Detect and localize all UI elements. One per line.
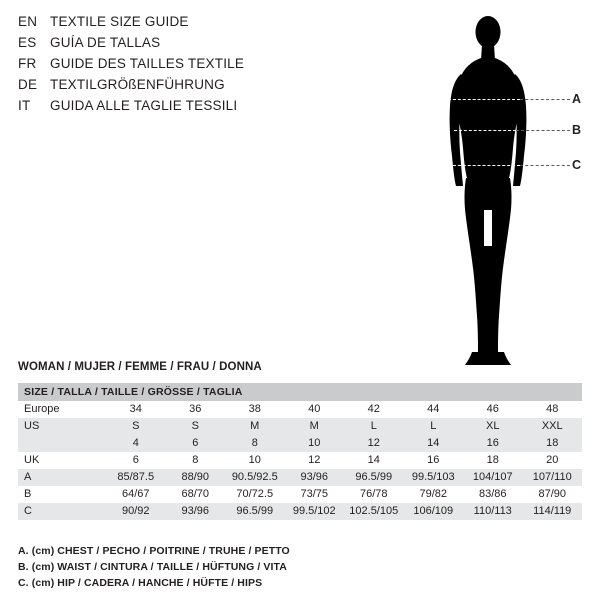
cell: 99.5/102	[285, 503, 345, 520]
table-row	[18, 486, 582, 503]
table-header-label: SIZE / TALLA / TAILLE / GRÖSSE / TAGLIA	[18, 383, 582, 401]
row-label: UK	[18, 452, 106, 469]
cell: 99.5/103	[404, 469, 464, 486]
cell: M	[225, 418, 285, 435]
cell: 107/110	[523, 469, 583, 486]
cell: 6	[166, 435, 226, 452]
body-silhouette-icon	[420, 10, 590, 370]
cell: 104/107	[463, 469, 523, 486]
table-row	[18, 435, 582, 452]
cell: L	[404, 418, 464, 435]
hip-dashed-line-extension	[520, 165, 570, 166]
cell: 8	[225, 435, 285, 452]
note-hip: C. (cm) HIP / CADERA / HANCHE / HÜFTE / HIPS	[18, 577, 263, 589]
cell: 114/119	[523, 503, 583, 520]
cell: 18	[523, 435, 583, 452]
cell: 85/87.5	[106, 469, 166, 486]
language-code: EN	[18, 14, 38, 29]
cell: 106/109	[404, 503, 464, 520]
cell: 76/78	[344, 486, 404, 503]
cell: S	[106, 418, 166, 435]
size-table	[18, 383, 582, 520]
row-label: Europe	[18, 401, 106, 418]
table-row	[18, 401, 582, 418]
row-label: B	[18, 486, 106, 503]
waist-dashed-line-extension	[516, 130, 570, 131]
cell: S	[166, 418, 226, 435]
language-title: GUIDA ALLE TAGLIE TESSILI	[50, 98, 238, 113]
cell: M	[285, 418, 345, 435]
marker-label-c: C	[572, 158, 582, 172]
language-code: FR	[18, 56, 37, 71]
cell: 87/90	[523, 486, 583, 503]
cell: 34	[106, 401, 166, 418]
table-row	[18, 503, 582, 520]
language-row-fr	[18, 56, 348, 77]
cell: 83/86	[463, 486, 523, 503]
row-label: C	[18, 503, 106, 520]
cell: 93/96	[166, 503, 226, 520]
cell: 20	[523, 452, 583, 469]
row-label	[18, 435, 106, 452]
cell: 79/82	[404, 486, 464, 503]
language-title: TEXTILGRÖßENFÜHRUNG	[50, 77, 225, 92]
language-code: DE	[18, 77, 38, 92]
cell: 4	[106, 435, 166, 452]
chest-dashed-line	[448, 99, 520, 100]
language-title: GUÍA DE TALLAS	[50, 35, 161, 50]
cell: 90.5/92.5	[225, 469, 285, 486]
cell: 16	[404, 452, 464, 469]
cell: XL	[463, 418, 523, 435]
note-waist: B. (cm) WAIST / CINTURA / TAILLE / HÜFTUNG / VITA	[18, 561, 287, 573]
section-title-woman: WOMAN / MUJER / FEMME / FRAU / DONNA	[18, 361, 262, 373]
language-row-it	[18, 98, 348, 119]
cell: 18	[463, 452, 523, 469]
row-label: A	[18, 469, 106, 486]
waist-dashed-line	[454, 130, 516, 131]
cell: 96.5/99	[225, 503, 285, 520]
cell: 14	[344, 452, 404, 469]
language-title: GUIDE DES TAILLES TEXTILE	[50, 56, 245, 71]
cell: XXL	[523, 418, 583, 435]
cell: 12	[285, 452, 345, 469]
cell: 48	[523, 401, 583, 418]
language-row-en	[18, 14, 348, 35]
table-header-row	[18, 383, 582, 401]
cell: 96.5/99	[344, 469, 404, 486]
table-row	[18, 418, 582, 435]
cell: 88/90	[166, 469, 226, 486]
marker-label-a: A	[572, 92, 582, 106]
language-row-es	[18, 35, 348, 56]
language-code: ES	[18, 35, 37, 50]
cell: 42	[344, 401, 404, 418]
table-row	[18, 452, 582, 469]
cell: 110/113	[463, 503, 523, 520]
cell: 40	[285, 401, 345, 418]
measurement-notes	[18, 543, 582, 591]
chest-dashed-line-extension	[520, 99, 570, 100]
cell: 6	[106, 452, 166, 469]
female-body-figure	[420, 10, 590, 370]
note-chest: A. (cm) CHEST / PECHO / POITRINE / TRUHE / PETTO	[18, 545, 290, 557]
row-label: US	[18, 418, 106, 435]
cell: 102.5/105	[344, 503, 404, 520]
language-code: IT	[18, 98, 31, 113]
marker-label-b: B	[572, 123, 582, 137]
cell: 46	[463, 401, 523, 418]
cell: 12	[344, 435, 404, 452]
cell: 93/96	[285, 469, 345, 486]
language-list	[18, 14, 348, 119]
cell: 64/67	[106, 486, 166, 503]
cell: 10	[285, 435, 345, 452]
hip-dashed-line	[448, 165, 520, 166]
cell: 38	[225, 401, 285, 418]
cell: L	[344, 418, 404, 435]
cell: 10	[225, 452, 285, 469]
cell: 90/92	[106, 503, 166, 520]
language-title: TEXTILE SIZE GUIDE	[50, 14, 189, 29]
table-row	[18, 469, 582, 486]
cell: 44	[404, 401, 464, 418]
cell: 14	[404, 435, 464, 452]
cell: 70/72.5	[225, 486, 285, 503]
cell: 73/75	[285, 486, 345, 503]
cell: 36	[166, 401, 226, 418]
language-row-de	[18, 77, 348, 98]
cell: 68/70	[166, 486, 226, 503]
cell: 8	[166, 452, 226, 469]
cell: 16	[463, 435, 523, 452]
